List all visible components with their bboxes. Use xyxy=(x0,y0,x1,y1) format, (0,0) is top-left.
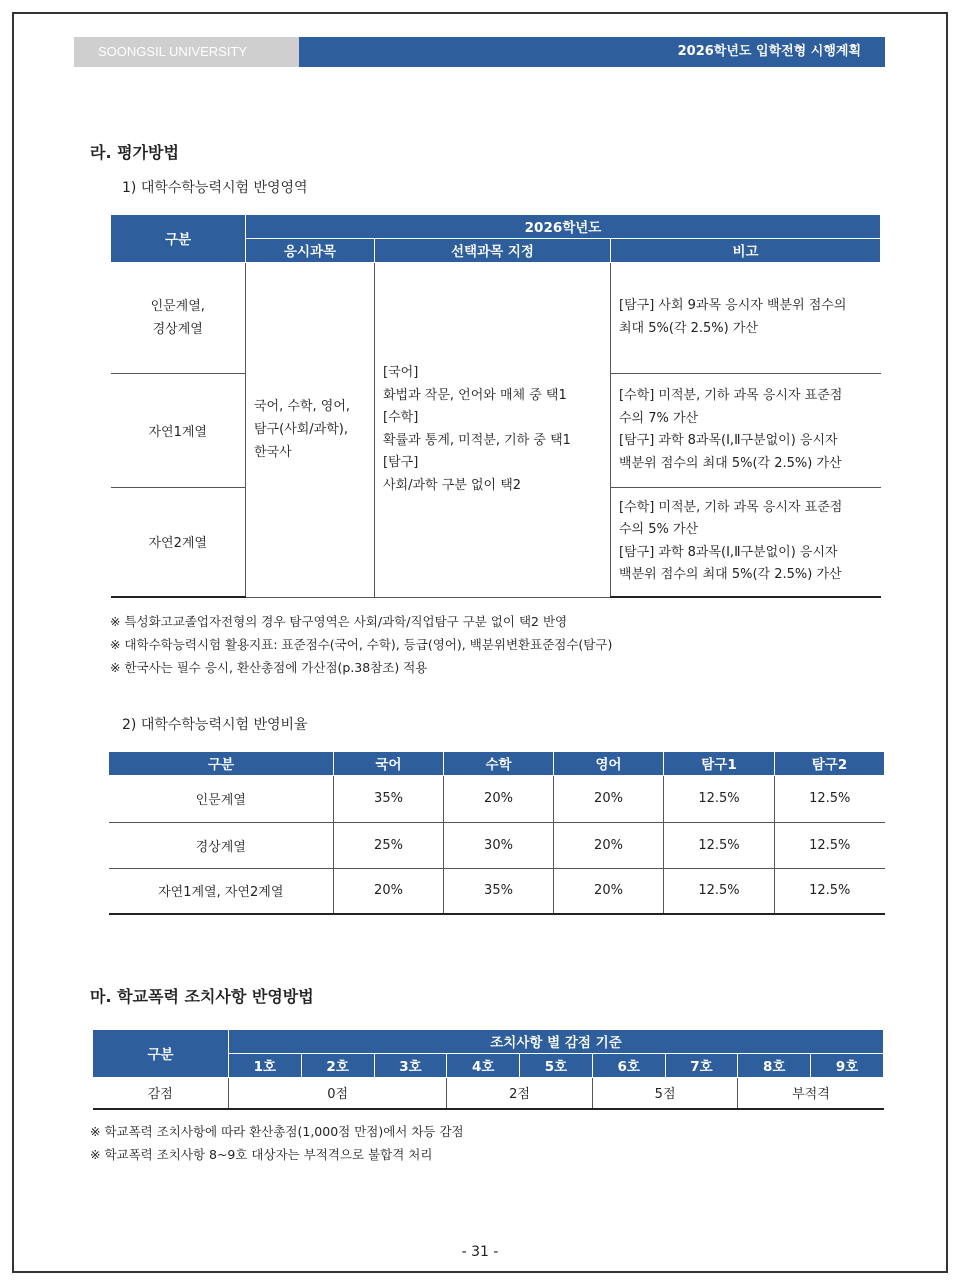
cell: 20% xyxy=(444,775,554,822)
header-level: 9호 xyxy=(811,1053,884,1077)
note-text: 수의 5% 가산 xyxy=(619,522,699,538)
note-text: [수학] 미적분, 기하 과목 응시자 표준점 xyxy=(619,388,843,403)
subjects-text: 국어, 수학, 영어, xyxy=(254,399,351,414)
header-level: 3호 xyxy=(374,1053,447,1077)
select-text: 확률과 통계, 미적분, 기하 중 택1 xyxy=(383,432,571,448)
header-gubun: 구분 xyxy=(93,1030,229,1077)
cell: 20% xyxy=(554,775,664,822)
header-subjects: 응시과목 xyxy=(246,238,375,262)
subsection-title-1: 1) 대학수학능력시험 반영영역 xyxy=(122,180,308,196)
note-text: [탐구] 과학 8과목(Ⅰ,Ⅱ구분없이) 응시자 xyxy=(619,433,838,448)
header-select: 선택과목 지정 xyxy=(375,238,611,262)
subjects-text: 한국사 xyxy=(254,445,292,460)
deduction-cell: 0점 xyxy=(229,1077,447,1109)
cell: 35% xyxy=(334,775,444,822)
cell: 20% xyxy=(554,868,664,914)
note-text: 백분위 점수의 최대 5%(각 2.5%) 가산 xyxy=(619,455,842,471)
table-row xyxy=(109,822,885,868)
header-level: 6호 xyxy=(592,1053,665,1077)
section-title-ra: 라. 평가방법 xyxy=(90,143,179,162)
cell: 25% xyxy=(334,822,444,868)
footnote: ※ 대학수학능력시험 활용지표: 표준점수(국어, 수학), 등급(영어), 백분위변환표준점수(탐구) xyxy=(110,637,613,652)
header-cell: 국어 xyxy=(334,752,444,775)
select-text: 화법과 작문, 언어와 매체 중 택1 xyxy=(383,387,567,403)
cell: 12.5% xyxy=(664,868,775,914)
row-label: 인문계열, xyxy=(150,298,205,314)
select-text: [탐구] xyxy=(383,455,419,470)
page-number: - 31 - xyxy=(461,1244,499,1260)
table-row xyxy=(109,775,885,822)
cell: 12.5% xyxy=(664,775,775,822)
header-year: 2026학년도 xyxy=(246,215,881,238)
note-text: 백분위 점수의 최대 5%(각 2.5%) 가산 xyxy=(619,567,842,583)
footnote: ※ 한국사는 필수 응시, 환산총점에 가산점(p.38참조) 적용 xyxy=(110,660,428,675)
footnote: ※ 학교폭력 조치사항에 따라 환산총점(1,000점 만점)에서 차등 감점 xyxy=(90,1124,464,1139)
table-row xyxy=(93,1077,884,1109)
cell: 12.5% xyxy=(775,822,885,868)
header-cell: 탐구1 xyxy=(664,752,775,775)
header-level: 8호 xyxy=(738,1053,811,1077)
select-text: [국어] xyxy=(383,365,419,380)
row-label: 감점 xyxy=(93,1077,229,1109)
header-level: 1호 xyxy=(229,1053,302,1077)
header-note: 비고 xyxy=(611,238,881,262)
cell: 20% xyxy=(334,868,444,914)
row-label: 자연2계열 xyxy=(111,487,246,597)
deduction-cell: 부적격 xyxy=(738,1077,884,1109)
row-label: 자연1계열 xyxy=(111,373,246,487)
deduction-cell: 2점 xyxy=(447,1077,593,1109)
cell: 자연1계열, 자연2계열 xyxy=(109,868,334,914)
select-text: [수학] xyxy=(383,410,419,425)
footnote: ※ 특성화고교졸업자전형의 경우 탐구영역은 사회/과학/직업탐구 구분 없이 택2 반영 xyxy=(110,614,568,629)
header-cell: 탐구2 xyxy=(775,752,885,775)
select-text: 사회/과학 구분 없이 택2 xyxy=(383,477,522,493)
subjects-text: 탐구(사회/과학), xyxy=(254,422,349,437)
cell: 인문계열 xyxy=(109,775,334,822)
section-title-ma: 마. 학교폭력 조치사항 반영방법 xyxy=(90,987,314,1006)
table-row xyxy=(109,868,885,914)
footnote: ※ 학교폭력 조치사항 8~9호 대상자는 부적격으로 불합격 처리 xyxy=(90,1147,433,1162)
cell: 경상계열 xyxy=(109,822,334,868)
note-text: [탐구] 사회 9과목 응시자 백분위 점수의 xyxy=(619,298,847,313)
deduction-cell: 5점 xyxy=(592,1077,738,1109)
subsection-title-2: 2) 대학수학능력시험 반영비율 xyxy=(122,717,308,733)
note-text: 수의 7% 가산 xyxy=(619,410,699,426)
note-text: [수학] 미적분, 기하 과목 응시자 표준점 xyxy=(619,499,843,515)
header-cell: 수학 xyxy=(444,752,554,775)
header-level: 5호 xyxy=(520,1053,593,1077)
cell: 12.5% xyxy=(775,775,885,822)
header-document-title: 2026학년도 입학전형 시행계획 xyxy=(299,37,885,67)
row-label: 경상계열 xyxy=(152,321,203,337)
cell: 35% xyxy=(444,868,554,914)
table-row xyxy=(111,262,881,373)
cell: 30% xyxy=(444,822,554,868)
header-level: 4호 xyxy=(447,1053,520,1077)
header-level: 7호 xyxy=(665,1053,738,1077)
cell: 12.5% xyxy=(775,868,885,914)
header-cell: 영어 xyxy=(554,752,664,775)
note-text: 최대 5%(각 2.5%) 가산 xyxy=(619,320,758,336)
school-violence-table xyxy=(92,1030,884,1110)
cell: 12.5% xyxy=(664,822,775,868)
header-cell: 구분 xyxy=(109,752,334,775)
note-text: [탐구] 과학 8과목(Ⅰ,Ⅱ구분없이) 응시자 xyxy=(619,544,838,560)
header-criteria: 조치사항 별 감점 기준 xyxy=(229,1030,884,1053)
header-university: SOONGSIL UNIVERSITY xyxy=(74,37,299,67)
cell: 20% xyxy=(554,822,664,868)
csat-areas-table xyxy=(110,215,881,598)
header-level: 2호 xyxy=(301,1053,374,1077)
csat-ratio-table xyxy=(108,752,885,915)
header-gubun: 구분 xyxy=(111,215,246,262)
